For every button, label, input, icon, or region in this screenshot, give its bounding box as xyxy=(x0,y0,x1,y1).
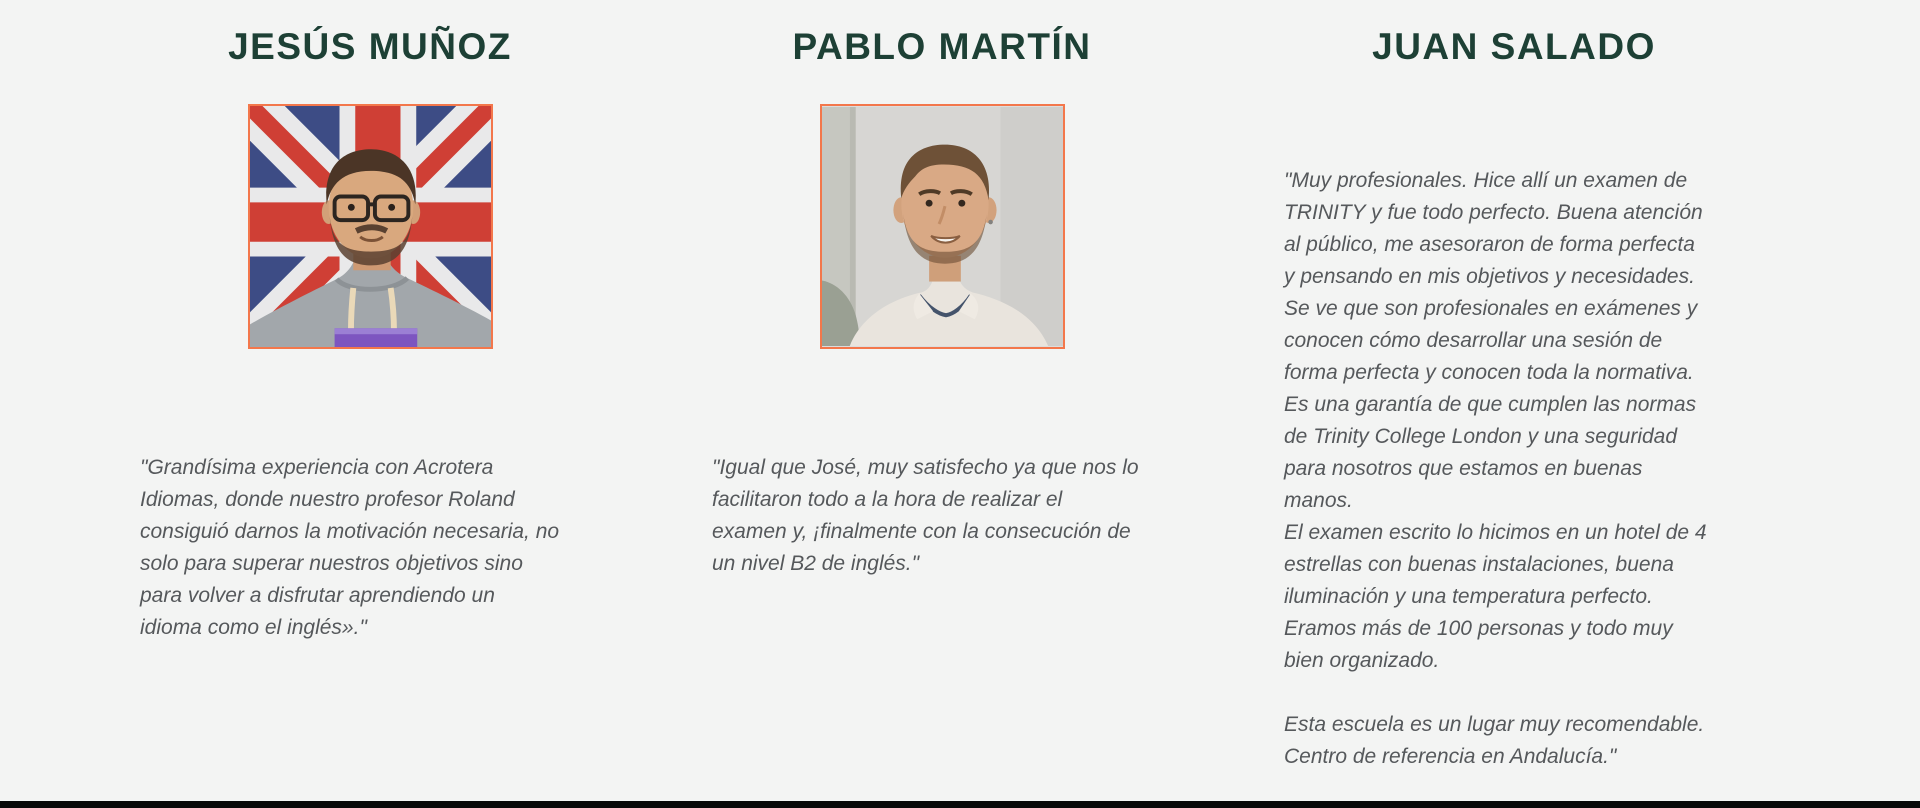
testimonial-name: JUAN SALADO xyxy=(1372,26,1656,67)
quote-line: iluminación y una temperatura perfecto. xyxy=(1284,585,1653,608)
testimonial-card-jesus xyxy=(140,28,600,773)
testimonial-quote xyxy=(140,452,600,644)
quote-line: Idiomas, donde nuestro profesor Roland xyxy=(140,488,515,511)
quote-line: consiguió darnos la motivación necesaria, no xyxy=(140,520,560,543)
polo-portrait-illustration xyxy=(822,106,1063,347)
quote-line: examen y, ¡finalmente con la consecución de xyxy=(712,520,1131,543)
quote-line: Eramos más de 100 personas y todo muy xyxy=(1284,617,1673,640)
quote-line xyxy=(1284,677,1744,709)
quote-line: TRINITY y fue todo perfecto. Buena atención xyxy=(1284,201,1703,224)
testimonial-card-pablo xyxy=(712,28,1172,773)
testimonial-name: JESÚS MUÑOZ xyxy=(228,26,512,67)
testimonial-name: PABLO MARTÍN xyxy=(792,26,1092,67)
testimonial-card-juan xyxy=(1284,28,1744,773)
quote-line: conocen cómo desarrollar una sesión de xyxy=(1284,329,1663,352)
quote-line: "Igual que José, muy satisfecho ya que nos lo xyxy=(712,456,1139,479)
quote-line: facilitaron todo a la hora de realizar el xyxy=(712,488,1063,511)
quote-line: para volver a disfrutar aprendiendo un xyxy=(140,584,495,607)
quote-line: solo para superar nuestros objetivos sino xyxy=(140,552,523,575)
bottom-bar xyxy=(0,801,1920,808)
pablo-portrait-photo xyxy=(820,104,1065,349)
quote-line: "Muy profesionales. Hice allí un examen de xyxy=(1284,169,1688,192)
quote-line: forma perfecta y conocen toda la normativa. xyxy=(1284,361,1694,384)
quote-line: Se ve que son profesionales en exámenes y xyxy=(1284,297,1698,320)
quote-line: bien organizado. xyxy=(1284,649,1440,672)
quote-line: idioma como el inglés»." xyxy=(140,616,367,639)
quote-line: estrellas con buenas instalaciones, buena xyxy=(1284,553,1674,576)
quote-line: al público, me asesoraron de forma perfecta xyxy=(1284,233,1695,256)
testimonial-quote xyxy=(712,452,1172,580)
quote-line: y pensando en mis objetivos y necesidades. xyxy=(1284,265,1695,288)
quote-line: Centro de referencia en Andalucía." xyxy=(1284,745,1617,768)
quote-line: para nosotros que estamos en buenas xyxy=(1284,457,1643,480)
quote-line: "Grandísima experiencia con Acrotera xyxy=(140,456,494,479)
quote-line: de Trinity College London y una seguridad xyxy=(1284,425,1678,448)
testimonial-quote xyxy=(1284,165,1744,773)
quote-line: El examen escrito lo hicimos en un hotel de 4 xyxy=(1284,521,1707,544)
quote-line: Es una garantía de que cumplen las normas xyxy=(1284,393,1697,416)
jesus-portrait-photo xyxy=(248,104,493,349)
quote-line: manos. xyxy=(1284,489,1353,512)
quote-line: Esta escuela es un lugar muy recomendable. xyxy=(1284,713,1705,736)
uk-flag-portrait-illustration xyxy=(250,106,491,347)
quote-line: un nivel B2 de inglés." xyxy=(712,552,920,575)
